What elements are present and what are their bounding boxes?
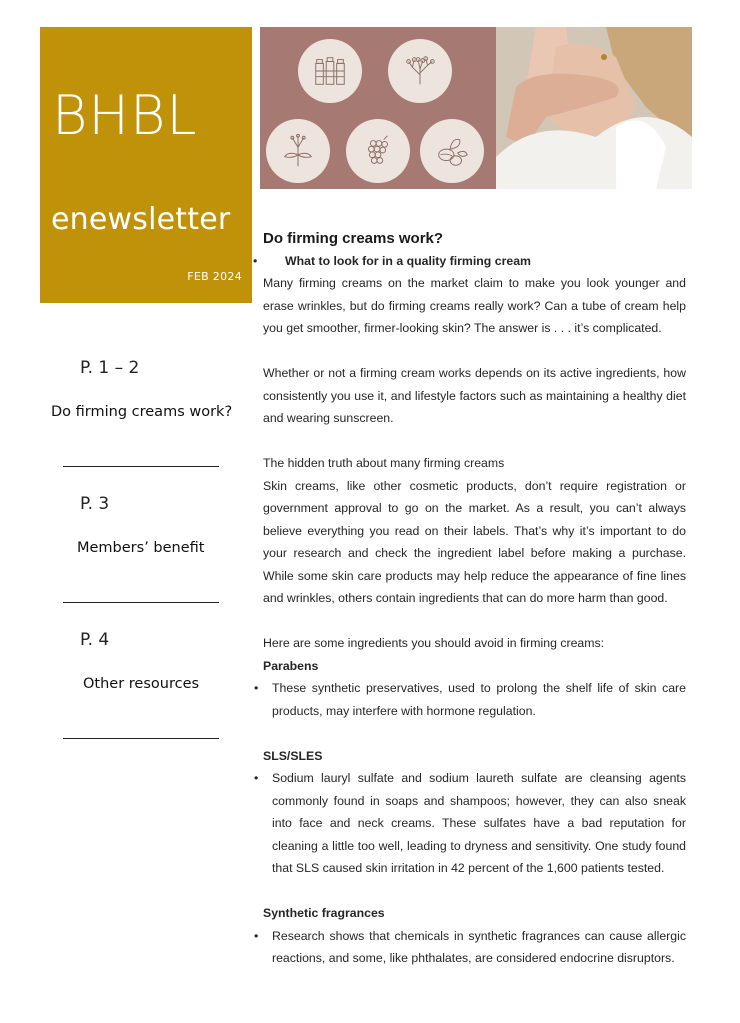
bullet-icon: •	[254, 771, 259, 785]
coral-icon	[388, 39, 452, 103]
ingredient-description: Research shows that chemicals in synthetic fragrances can cause allergic reactions, and some, like phthalates, are considered endocrine disruptors.	[272, 928, 686, 965]
divider	[63, 466, 219, 467]
nut-icon	[420, 119, 484, 183]
ingredient-item	[254, 925, 686, 970]
section-title: The hidden truth about many firming creams	[263, 456, 505, 470]
ingredient-item	[254, 677, 686, 722]
divider	[63, 602, 219, 603]
divider	[63, 738, 219, 739]
toc-page-number: P. 4	[80, 630, 110, 650]
ingredient-title: Synthetic fragrances	[263, 906, 385, 920]
toc-link-other-resources[interactable]: Other resources	[83, 676, 200, 692]
article-heading: Do firming creams work?	[263, 230, 444, 247]
ingredient-title: Parabens	[263, 658, 319, 673]
ingredient-item	[254, 767, 686, 880]
ingredient-icons-panel	[260, 27, 496, 189]
bullet-icon: •	[253, 254, 258, 268]
hero-image	[260, 27, 692, 189]
toc-link-firming-creams[interactable]: Do firming creams work?	[51, 404, 233, 420]
intro-paragraph: Many firming creams on the market claim to make you look younger and erase wrinkles, but do firming creams really work? Can a tube of cream help you get smoother, firmer-looking skin? The answer is . . . it’s complicated.	[263, 276, 686, 335]
collagen-bottles-icon	[298, 39, 362, 103]
toc-page-number: P. 1 – 2	[80, 358, 140, 378]
bullet-icon: •	[254, 928, 259, 943]
article-subheading	[253, 250, 686, 272]
article	[253, 228, 686, 970]
toc-link-members-benefit[interactable]: Members’ benefit	[77, 540, 205, 556]
issue-date: FEB 2024	[187, 270, 242, 283]
newsletter-title: BHBL	[52, 84, 198, 147]
ingredient-description: Sodium lauryl sulfate and sodium laureth sulfate are cleansing agents commonly found in soaps and shampoos; however, they can also sneak into face and neck creams. These sulfates have a bad reputation for cleaning a little too well, leading to dryness and sensitivity. One study found that SLS caused skin irritation in 42 percent of the 1,600 patients tested.	[272, 771, 686, 875]
woman-touching-neck-photo	[496, 27, 692, 189]
flower-icon	[266, 119, 330, 183]
ingredient-title: SLS/SLES	[263, 748, 323, 763]
section-body: Skin creams, like other cosmetic products, don’t require registration or government approval to go on the market. As a result, you can’t always believe everything you read on their labels. That’s why it’s important to do your research and check the ingredient label before making a purchase. While some skin care products may help reduce the appearance of fine lines and wrinkles, others contain ingredients that can do more harm than good.	[263, 478, 686, 605]
ingredient-description: These synthetic preservatives, used to prolong the shelf life of skin care products, may interfere with hormone regulation.	[272, 681, 686, 718]
masthead	[40, 27, 252, 303]
newsletter-subtitle: enewsletter	[51, 202, 231, 237]
subheading-text: What to look for in a quality firming cream	[285, 254, 531, 268]
grape-icon	[346, 119, 410, 183]
toc-page-number: P. 3	[80, 494, 110, 514]
factors-paragraph: Whether or not a firming cream works depends on its active ingredients, how consistently you use it, and lifestyle factors such as maintaining a healthy diet and wearing sunscreen.	[263, 366, 686, 425]
bullet-icon: •	[254, 681, 259, 695]
avoid-intro: Here are some ingredients you should avoid in firming creams:	[263, 636, 605, 650]
